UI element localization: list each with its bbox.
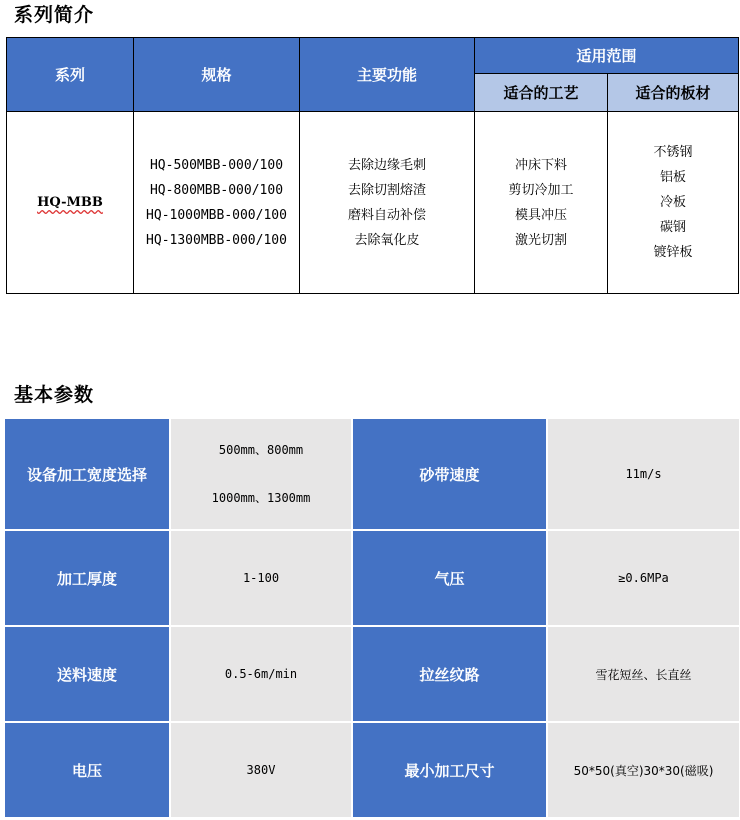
param-value-min-size: 50*50(真空)30*30(磁吸) [548, 723, 739, 817]
spec-item: HQ-500MBB-000/100 [149, 157, 284, 173]
material-item: 镀锌板 [653, 245, 693, 260]
params-table [3, 417, 740, 819]
series-table [6, 37, 739, 294]
spec-item: HQ-1300MBB-000/100 [146, 232, 287, 248]
function-item: 去除氧化皮 [354, 232, 420, 248]
param-label-air-pressure: 气压 [353, 531, 546, 625]
param-label-min-size: 最小加工尺寸 [353, 723, 546, 817]
param-value-brush-pattern: 雪花短丝、长直丝 [548, 627, 739, 721]
series-intro-title: 系列简介 [14, 4, 95, 26]
spec-item: HQ-1000MBB-000/100 [146, 207, 287, 223]
param-value-belt-speed: 11m/s [548, 419, 739, 529]
width-option-1: 500mm、800mm [218, 443, 304, 457]
function-item: 去除边缘毛刺 [347, 157, 426, 173]
header-process: 适合的工艺 [475, 74, 608, 112]
param-label-voltage: 电压 [5, 723, 169, 817]
param-label-brush-pattern: 拉丝纹路 [353, 627, 546, 721]
process-item: 模具冲压 [514, 207, 567, 223]
header-material: 适合的板材 [608, 74, 739, 112]
cell-materials [608, 112, 739, 294]
basic-params-title: 基本参数 [14, 384, 95, 406]
param-value-feed-speed: 0.5-6m/min [171, 627, 351, 721]
header-spec: 规格 [134, 38, 300, 112]
header-scope: 适用范围 [475, 38, 739, 74]
cell-series-name [7, 112, 134, 294]
process-item: 冲床下料 [514, 157, 567, 173]
param-label-belt-speed: 砂带速度 [353, 419, 546, 529]
param-value-width [171, 419, 351, 529]
process-item: 剪切冷加工 [508, 182, 574, 198]
material-item: 不锈钢 [653, 145, 693, 160]
cell-functions [300, 112, 475, 294]
function-item: 去除切割熔渣 [347, 182, 426, 198]
cell-specs [134, 112, 300, 294]
series-name: HQ-MBB [37, 195, 103, 210]
param-value-thickness: 1-100 [171, 531, 351, 625]
width-option-2: 1000mm、1300mm [211, 491, 311, 505]
param-value-voltage: 380V [171, 723, 351, 817]
function-item: 磨料自动补偿 [347, 207, 426, 223]
header-function: 主要功能 [300, 38, 475, 112]
material-item: 铝板 [660, 170, 687, 185]
param-label-feed-speed: 送料速度 [5, 627, 169, 721]
process-item: 激光切割 [514, 232, 567, 248]
param-label-width: 设备加工宽度选择 [5, 419, 169, 529]
material-item: 冷板 [660, 195, 687, 210]
header-series: 系列 [7, 38, 134, 112]
param-value-air-pressure: ≥0.6MPa [548, 531, 739, 625]
material-item: 碳钢 [660, 220, 687, 235]
spec-item: HQ-800MBB-000/100 [149, 182, 284, 198]
param-label-thickness: 加工厚度 [5, 531, 169, 625]
cell-processes [475, 112, 608, 294]
